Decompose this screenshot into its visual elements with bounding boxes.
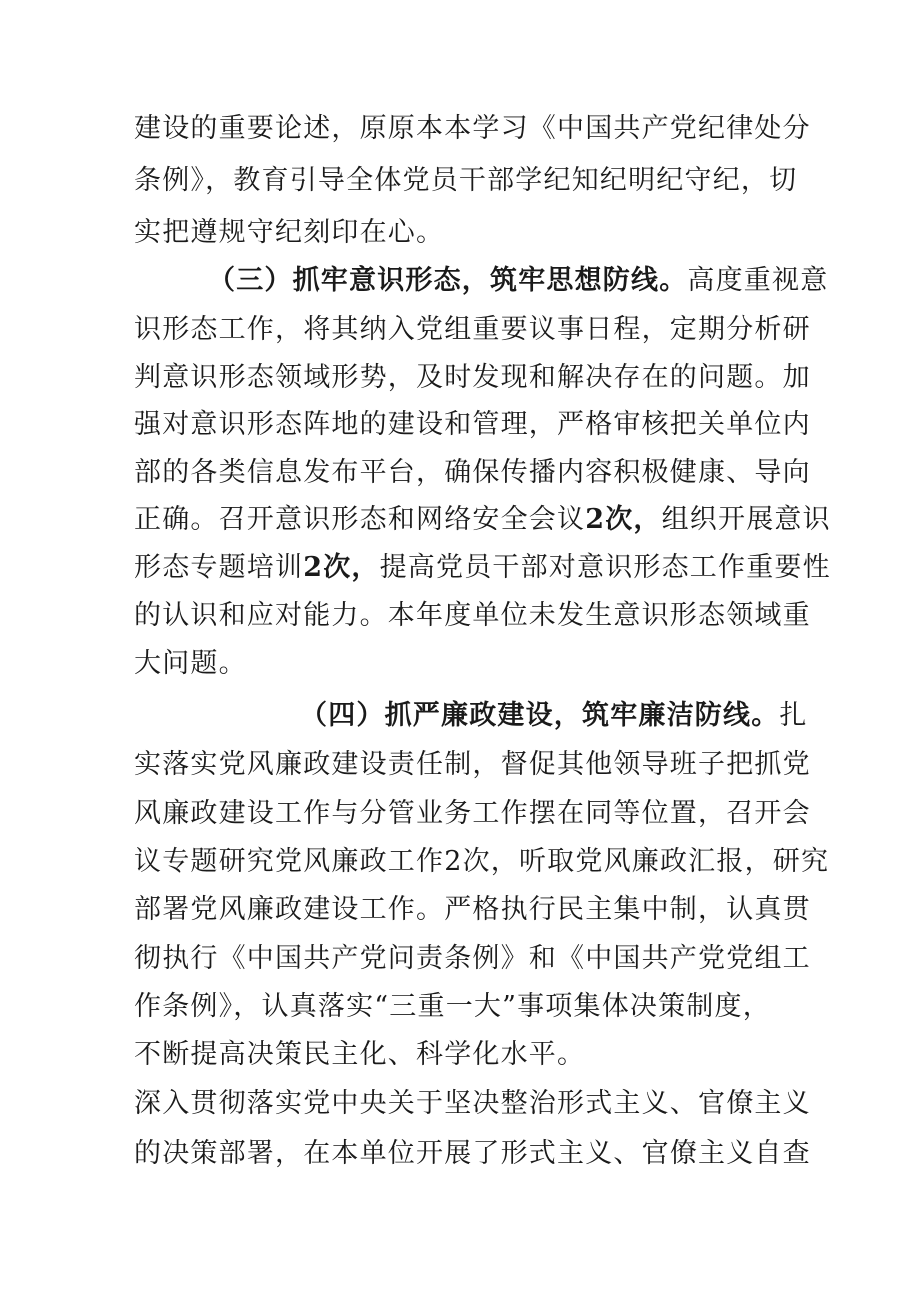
text-line: 议专题研究党风廉政工作2次，听取党风廉政汇报，研究 xyxy=(134,846,830,877)
text-line: 的决策部署，在本单位开展了形式主义、官僚主义自查 xyxy=(134,1138,811,1169)
training-count: 2次， xyxy=(303,552,380,583)
text-span: 形态专题培训 xyxy=(134,552,304,583)
text-line: 深入贯彻落实党中央关于坚决整治形式主义、官僚主义 xyxy=(134,1088,811,1119)
text-span: 提高党员干部对意识形态工作重要性 xyxy=(379,552,831,583)
section-3-lead-text: 高度重视意 xyxy=(687,265,829,296)
text-line-meeting-count xyxy=(134,501,831,539)
section-4-heading: （四）抓严廉政建设，筑牢廉洁防线。 xyxy=(300,700,780,731)
text-line: 风廉政建设工作与分管业务工作摆在同等位置，召开会 xyxy=(134,798,811,829)
text-line: 不断提高决策民主化、科学化水平。 xyxy=(134,1039,586,1070)
text-line: 强对意识形态阵地的建设和管理，严格审核把关单位内 xyxy=(134,409,811,440)
text-line: 大问题。 xyxy=(134,648,247,679)
text-line: 判意识形态领域形势，及时发现和解决存在的问题。加 xyxy=(134,362,811,393)
text-line: 建设的重要论述，原原本本学习《中国共产党纪律处分 xyxy=(134,113,811,144)
text-span: 正确。召开意识形态和网络安全会议 xyxy=(134,504,586,535)
text-line: 作条例》，认真落实“三重一大”事项集体决策制度， xyxy=(134,991,771,1022)
text-line: 实把遵规守纪刻印在心。 xyxy=(134,217,445,248)
text-line: 的认识和应对能力。本年度单位未发生意识形态领域重 xyxy=(134,600,811,631)
section-4-lead-text: 扎 xyxy=(779,700,808,731)
text-line-training-count xyxy=(134,549,831,587)
section-4-first-line xyxy=(300,697,920,735)
text-line: 实落实党风廉政建设责任制，督促其他领导班子把抓党 xyxy=(134,749,811,780)
text-line: 条例》，教育引导全体党员干部学纪知纪明纪守纪，切 xyxy=(134,165,798,196)
text-span: 组织开展意识 xyxy=(661,504,831,535)
text-line: 识形态工作，将其纳入党组重要议事日程，定期分析研 xyxy=(134,314,811,345)
section-3-first-line xyxy=(208,262,858,300)
text-line: 部的各类信息发布平台，确保传播内容积极健康、导向 xyxy=(134,457,811,488)
section-3-heading: （三）抓牢意识形态，筑牢思想防线。 xyxy=(208,265,688,296)
text-line: 部署党风廉政建设工作。严格执行民主集中制，认真贯 xyxy=(134,894,811,925)
meeting-count: 2次， xyxy=(585,504,662,535)
text-line: 彻执行《中国共产党问责条例》和《中国共产党党组工 xyxy=(134,943,811,974)
